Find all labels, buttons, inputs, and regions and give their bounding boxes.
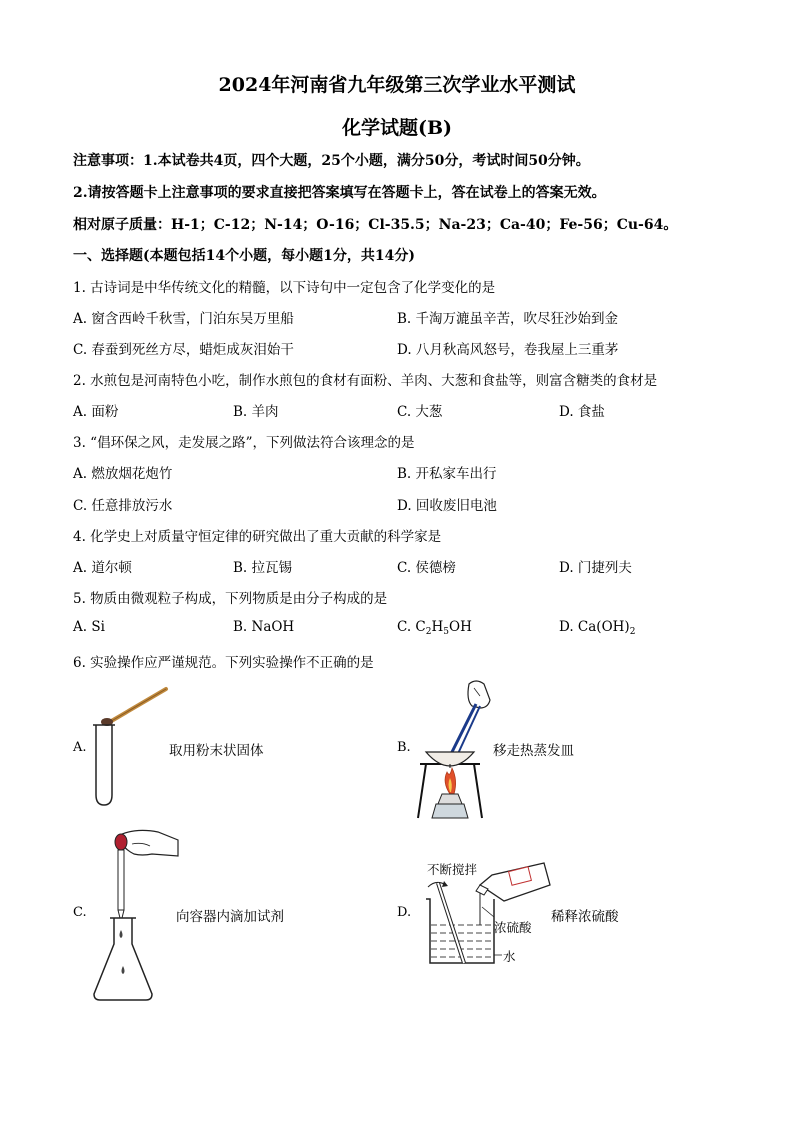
exam-title: 2024年河南省九年级第三次学业水平测试 bbox=[218, 74, 576, 96]
question-6-stem: 6. 实验操作应严谨规范。下列实验操作不正确的是 bbox=[73, 655, 374, 671]
q5-c-mid: H bbox=[431, 619, 444, 635]
q1-option-c: C. 春蚕到死丝方尽，蜡炬成灰泪始干 bbox=[73, 342, 294, 358]
section-heading: 一、选择题(本题包括14个小题，每小题1分，共14分) bbox=[73, 248, 415, 264]
q5-option-c bbox=[397, 619, 472, 637]
q5-d-prefix: D. Ca(OH) bbox=[559, 619, 630, 635]
q3-option-c: C. 任意排放污水 bbox=[73, 498, 173, 514]
q5-option-a: A. Si bbox=[73, 619, 105, 635]
q6-figure-d-letter: D. bbox=[397, 905, 412, 920]
q5-c-sub2: 5 bbox=[443, 627, 450, 637]
q2-option-a: A. 面粉 bbox=[73, 404, 119, 420]
question-1-stem: 1. 古诗词是中华传统文化的精髓，以下诗句中一定包含了化学变化的是 bbox=[73, 280, 496, 296]
q5-option-d bbox=[559, 619, 635, 637]
question-5-stem: 5. 物质由微观粒子构成，下列物质是由分子构成的是 bbox=[73, 591, 388, 607]
q6-figure-a-caption: 取用粉末状固体 bbox=[169, 743, 264, 759]
q1-option-b: B. 千淘万漉虽辛苦，吹尽狂沙始到金 bbox=[397, 311, 619, 327]
test-tube-spatula-figure bbox=[88, 683, 178, 813]
q6-figure-c-caption: 向容器内滴加试剂 bbox=[176, 909, 284, 925]
q6-figure-d-caption: 稀释浓硫酸 bbox=[551, 909, 619, 925]
notice-line-2: 2.请按答题卡上注意事项的要求直接把答案填写在答题卡上，答在试卷上的答案无效。 bbox=[73, 185, 606, 201]
q6-figure-b-caption: 移走热蒸发皿 bbox=[493, 743, 574, 759]
notice-line-1: 注意事项：1.本试卷共4页，四个大题，25个小题，满分50分，考试时间50分钟。 bbox=[73, 153, 590, 169]
q2-option-d: D. 食盐 bbox=[559, 404, 605, 420]
evaporating-dish-tongs-figure bbox=[414, 676, 494, 821]
q5-option-b: B. NaOH bbox=[233, 619, 295, 635]
q2-option-c: C. 大葱 bbox=[397, 404, 443, 420]
q4-option-b: B. 拉瓦锡 bbox=[233, 560, 293, 576]
q2-option-b: B. 羊肉 bbox=[233, 404, 279, 420]
question-3-stem: 3. “倡环保之风，走发展之路”，下列做法符合该理念的是 bbox=[73, 435, 415, 451]
q4-option-d: D. 门捷列夫 bbox=[559, 560, 632, 576]
q4-option-a: A. 道尔顿 bbox=[73, 560, 132, 576]
q3-option-d: D. 回收废旧电池 bbox=[397, 498, 497, 514]
atomic-mass-line: 相对原子质量：H-1；C-12；N-14；O-16；Cl-35.5；Na-23；Ca-40；Fe-56；Cu-64。 bbox=[73, 217, 678, 233]
q6-figure-a-letter: A. bbox=[73, 740, 87, 755]
q5-c-sub1: 2 bbox=[425, 627, 432, 637]
label-concentrated-sulfuric-acid: 浓硫酸 bbox=[494, 920, 532, 935]
label-water: 水 bbox=[503, 949, 516, 964]
q5-c-prefix: C. C bbox=[397, 619, 426, 635]
q5-c-suffix: OH bbox=[449, 619, 472, 635]
q3-option-a: A. 燃放烟花炮竹 bbox=[73, 466, 173, 482]
q4-option-c: C. 侯德榜 bbox=[397, 560, 456, 576]
dropper-flask-figure bbox=[88, 826, 188, 1004]
q6-figure-b-letter: B. bbox=[397, 740, 411, 755]
label-stir: 不断搅拌 bbox=[427, 862, 478, 877]
q5-d-sub1: 2 bbox=[629, 627, 636, 637]
q1-option-d: D. 八月秋高风怒号，卷我屋上三重茅 bbox=[397, 342, 619, 358]
question-2-stem: 2. 水煎包是河南特色小吃，制作水煎包的食材有面粉、羊肉、大葱和食盐等，则富含糖类的食材是 bbox=[73, 373, 658, 389]
q6-figure-c-letter: C. bbox=[73, 905, 87, 920]
question-4-stem: 4. 化学史上对质量守恒定律的研究做出了重大贡献的科学家是 bbox=[73, 529, 442, 545]
exam-subtitle: 化学试题(B) bbox=[341, 117, 453, 139]
q3-option-b: B. 开私家车出行 bbox=[397, 466, 497, 482]
q1-option-a: A. 窗含西岭千秋雪，门泊东吴万里船 bbox=[73, 311, 294, 327]
